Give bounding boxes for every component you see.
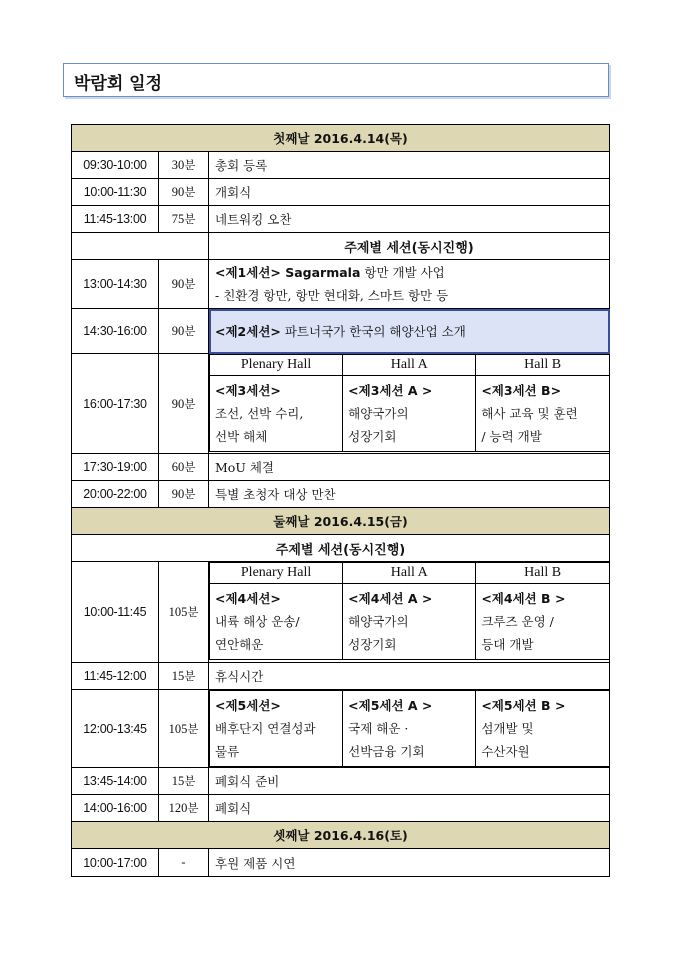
session-topic: 국제 해운 · (348, 721, 409, 736)
table-row (72, 849, 610, 877)
session-4-b (476, 584, 609, 660)
session-topic: 선박금융 기회 (348, 744, 425, 759)
session-5-b (476, 691, 609, 767)
duration-value: 15 (171, 774, 185, 788)
session-1-title: <제1세션> Sagarmala (215, 265, 361, 280)
hall-label: Hall A (343, 355, 476, 376)
table-row (72, 309, 610, 354)
duration-value: 90 (171, 185, 185, 199)
table-row (72, 354, 610, 454)
time-cell: 09:30-10:00 (72, 152, 159, 179)
session-topic: 크루즈 운영 / (481, 614, 554, 629)
day1-header-row (72, 125, 610, 152)
session-title: <제4세션> (215, 591, 281, 606)
duration-unit: 분 (184, 396, 196, 411)
session-header: 주제별 세션(동시진행) (209, 233, 610, 260)
session-topic: 성장기회 (348, 637, 397, 652)
empty-cell (72, 233, 209, 260)
day3-header: 셋째날 2016.4.16(토) (72, 822, 610, 849)
duration-unit: 분 (184, 774, 196, 788)
session-topic: 섬개발 및 (481, 721, 534, 736)
session-5-cell (209, 690, 610, 768)
session-4-grid (209, 562, 609, 660)
event-cell: 휴식시간 (209, 663, 610, 690)
event-cell: 특별 초청자 대상 만찬 (209, 481, 610, 508)
session-header: 주제별 세션(동시진행) (72, 535, 610, 562)
hall-label: Hall A (343, 563, 476, 584)
time-cell: 14:30-16:00 (72, 309, 159, 354)
session-title: <제5세션> (215, 698, 281, 713)
session-topic: 내륙 해상 운송/ (215, 614, 300, 629)
duration-cell (159, 354, 209, 454)
session-5-a (343, 691, 476, 767)
session-4-a (343, 584, 476, 660)
session-topic: 선박 해체 (215, 429, 268, 444)
duration-unit: 분 (184, 460, 196, 474)
session-5-grid (209, 690, 609, 767)
session-title: <제3세션 A > (348, 383, 433, 398)
event-cell: 개회식 (209, 179, 610, 206)
duration-cell (159, 481, 209, 508)
table-row (72, 562, 610, 663)
session-title: <제5세션 B > (481, 698, 566, 713)
duration-unit: 분 (184, 212, 196, 226)
session-3-b (476, 376, 609, 452)
session-topic: 물류 (215, 744, 240, 759)
time-cell: 10:00-11:45 (72, 562, 159, 663)
session-topic: 해양국가의 (348, 614, 409, 629)
session-topic: 해양국가의 (348, 406, 409, 421)
hall-label: Hall B (476, 563, 609, 584)
session-topic: 조선, 선박 수리, (215, 406, 304, 421)
duration-value: 105 (168, 721, 188, 736)
day3-header-row (72, 822, 610, 849)
session-1-topic: 항만 개발 사업 (360, 265, 445, 280)
table-row (72, 768, 610, 795)
session-header-row (72, 535, 610, 562)
hall-label: Plenary Hall (210, 355, 343, 376)
time-cell: 11:45-12:00 (72, 663, 159, 690)
duration-value: 15 (171, 669, 185, 683)
duration-cell (159, 152, 209, 179)
table-row (72, 260, 610, 309)
event-cell: 네트워킹 오찬 (209, 206, 610, 233)
table-row (72, 454, 610, 481)
page-title-box (63, 63, 609, 97)
duration-value: 90 (171, 487, 185, 501)
duration-cell (159, 690, 209, 768)
session-title: <제3세션> (215, 383, 281, 398)
time-cell: 17:30-19:00 (72, 454, 159, 481)
event-cell: 후원 제품 시연 (209, 849, 610, 877)
session-topic: 해사 교육 및 훈련 (481, 406, 578, 421)
time-cell: 10:00-17:00 (72, 849, 159, 877)
duration-cell (159, 260, 209, 309)
table-row (72, 179, 610, 206)
duration-cell (159, 206, 209, 233)
session-3-plenary (210, 376, 343, 452)
page-title: 박람회 일정 (74, 74, 163, 94)
hall-label: Plenary Hall (210, 563, 343, 584)
session-1-detail: - 친환경 항만, 항만 현대화, 스마트 항만 등 (215, 288, 449, 303)
duration-value: 105 (168, 605, 188, 619)
duration-unit: 분 (184, 669, 196, 683)
schedule-table (71, 124, 610, 877)
session-topic: 성장기회 (348, 429, 397, 444)
event-cell: 폐회식 준비 (209, 768, 610, 795)
session-topic: 등대 개발 (481, 637, 534, 652)
duration-value: 30 (171, 158, 185, 172)
session-1-cell (209, 260, 610, 309)
duration-cell (159, 562, 209, 663)
event-cell: 폐회식 (209, 795, 610, 822)
session-topic: 배후단지 연결성과 (215, 721, 316, 736)
session-topic: 연안해운 (215, 637, 264, 652)
duration-unit: 분 (184, 324, 196, 338)
time-cell: 16:00-17:30 (72, 354, 159, 454)
table-row (72, 481, 610, 508)
duration-unit: 분 (184, 277, 196, 291)
day1-header: 첫째날 2016.4.14(목) (72, 125, 610, 152)
session-2-title: <제2세션> (215, 324, 281, 339)
session-2-cell (209, 309, 610, 354)
duration-cell (159, 795, 209, 822)
session-topic: / 능력 개발 (481, 429, 542, 444)
duration-unit: 분 (184, 158, 196, 172)
session-title: <제4세션 B > (481, 591, 566, 606)
session-title: <제5세션 A > (348, 698, 433, 713)
day2-header-row (72, 508, 610, 535)
table-row (72, 690, 610, 768)
duration-unit: 분 (187, 721, 199, 736)
session-5-plenary (210, 691, 343, 767)
session-4-cell (209, 562, 610, 663)
session-topic: 수산자원 (481, 744, 530, 759)
duration-unit: 분 (187, 801, 199, 815)
time-cell: 11:45-13:00 (72, 206, 159, 233)
duration-value: 120 (168, 801, 188, 815)
session-header-row (72, 233, 610, 260)
session-title: <제4세션 A > (348, 591, 433, 606)
duration-value: 90 (171, 324, 185, 338)
duration-value: 75 (171, 212, 185, 226)
time-cell: 13:45-14:00 (72, 768, 159, 795)
time-cell: 12:00-13:45 (72, 690, 159, 768)
session-3-cell (209, 354, 610, 454)
duration-cell: - (159, 849, 209, 877)
session-title: <제3세션 B> (481, 383, 562, 398)
table-row (72, 663, 610, 690)
duration-value: 60 (171, 460, 185, 474)
duration-value: 90 (171, 277, 185, 291)
duration-cell (159, 179, 209, 206)
duration-unit: 분 (184, 185, 196, 199)
duration-value: 90 (171, 396, 185, 411)
time-cell: 13:00-14:30 (72, 260, 159, 309)
event-cell: MoU 체결 (209, 454, 610, 481)
day2-header: 둘째날 2016.4.15(금) (72, 508, 610, 535)
session-4-plenary (210, 584, 343, 660)
time-cell: 20:00-22:00 (72, 481, 159, 508)
time-cell: 10:00-11:30 (72, 179, 159, 206)
duration-unit: 분 (184, 487, 196, 501)
event-cell: 총회 등록 (209, 152, 610, 179)
duration-unit: 분 (187, 605, 199, 619)
duration-cell (159, 663, 209, 690)
session-3-a (343, 376, 476, 452)
duration-cell (159, 309, 209, 354)
table-row (72, 152, 610, 179)
time-cell: 14:00-16:00 (72, 795, 159, 822)
duration-cell (159, 454, 209, 481)
session-3-grid (209, 354, 609, 452)
table-row (72, 206, 610, 233)
session-2-topic: 파트너국가 한국의 해양산업 소개 (280, 324, 466, 339)
hall-label: Hall B (476, 355, 609, 376)
table-row (72, 795, 610, 822)
duration-cell (159, 768, 209, 795)
